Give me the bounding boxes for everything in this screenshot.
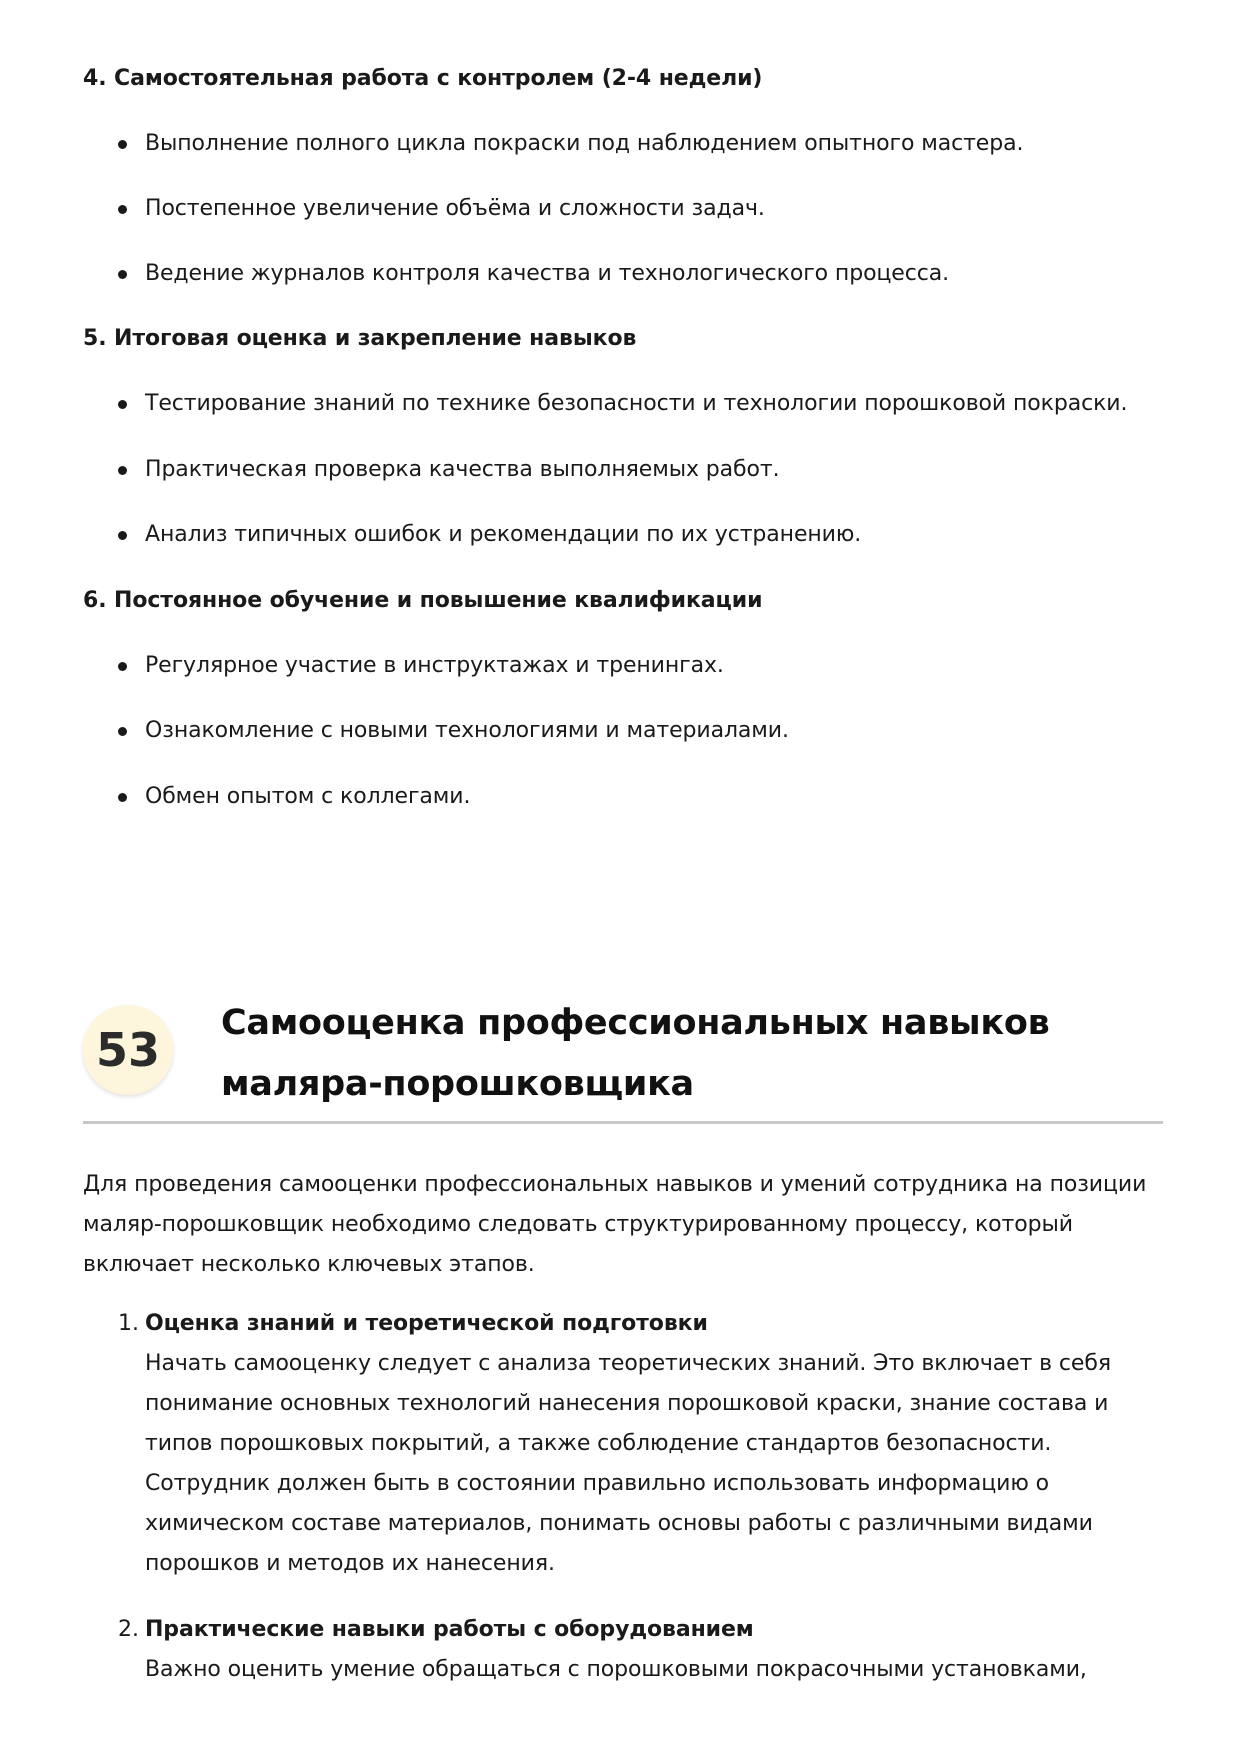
item-number: 2.	[118, 1617, 139, 1642]
section-header	[83, 985, 1163, 1124]
item-body: Важно оценить умение обращаться с порошковыми покрасочными установками,	[145, 1657, 1087, 1682]
bullet-dot-icon	[118, 531, 127, 540]
list-item-text: Анализ типичных ошибок и рекомендации по их устранению.	[145, 522, 862, 547]
step-heading-6: 6. Постоянное обучение и повышение квалификации	[83, 588, 763, 613]
list-item-text: Постепенное увеличение объёма и сложности задач.	[145, 196, 765, 221]
list-item-text: Ознакомление с новыми технологиями и материалами.	[145, 718, 789, 743]
step-heading-4: 4. Самостоятельная работа с контролем (2-4 недели)	[83, 66, 763, 91]
list-item-text: Регулярное участие в инструктажах и тренингах.	[145, 653, 724, 678]
list-item-text: Обмен опытом с коллегами.	[145, 784, 471, 809]
item-number: 1.	[118, 1311, 139, 1336]
item-title: Оценка знаний и теоретической подготовки	[145, 1311, 708, 1336]
section-number-badge: 53	[83, 1005, 173, 1095]
bullet-dot-icon	[118, 662, 127, 671]
step-heading-5: 5. Итоговая оценка и закрепление навыков	[83, 326, 637, 351]
intro-paragraph: Для проведения самооценки профессиональных навыков и умений сотрудника на позиции маляр-порошковщик необходимо следовать структурированному процессу, который включает несколько ключевых этапов.	[83, 1172, 1147, 1277]
bullet-dot-icon	[118, 270, 127, 279]
section-title: Самооценка профессиональных навыков маляра-порошковщика	[221, 1003, 1050, 1104]
item-body: Начать самооценку следует с анализа теоретических знаний. Это включает в себя понимание основных технологий нанесения порошковой краски, знание состава и типов порошковых покрытий, а также соблюдение стандартов безопасности. Сотрудник должен быть в состоянии правильно использовать информацию о химическом составе материалов, понимать основы работы с различными видами порошков и методов их нанесения.	[145, 1351, 1111, 1576]
bullet-dot-icon	[118, 205, 127, 214]
item-title: Практические навыки работы с оборудованием	[145, 1617, 754, 1642]
bullet-dot-icon	[118, 400, 127, 409]
list-item-text: Выполнение полного цикла покраски под наблюдением опытного мастера.	[145, 131, 1024, 156]
bullet-dot-icon	[118, 466, 127, 475]
list-item-text: Ведение журналов контроля качества и технологического процесса.	[145, 261, 950, 286]
bullet-dot-icon	[118, 727, 127, 736]
list-item-text: Тестирование знаний по технике безопасности и технологии порошковой покраски.	[145, 391, 1128, 416]
list-item-text: Практическая проверка качества выполняемых работ.	[145, 457, 780, 482]
bullet-dot-icon	[118, 140, 127, 149]
bullet-dot-icon	[118, 793, 127, 802]
